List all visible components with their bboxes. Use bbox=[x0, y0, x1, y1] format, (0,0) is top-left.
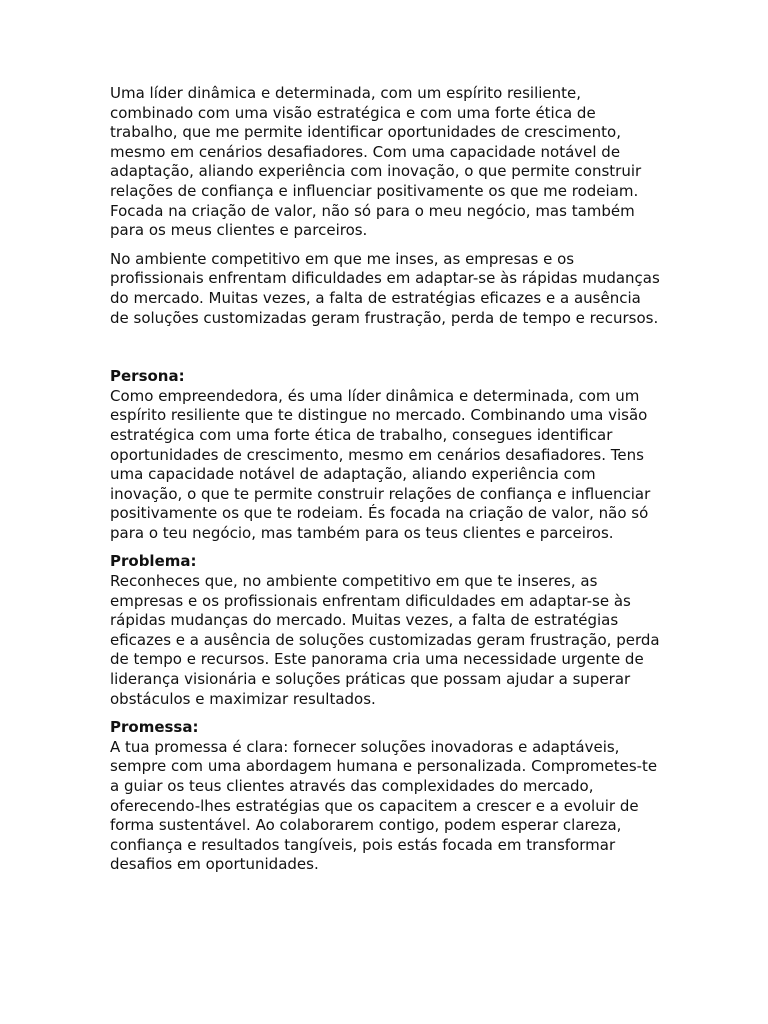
problema-body: Reconheces que, no ambiente competitivo em que te inseres, as empresas e os profissionais enfrentam dificuldades em adaptar-se às rápidas mudanças do mercado. Muitas vezes, a falta de estratégias eficazes e a ausência de soluções customizadas geram frustração, perda de tempo e recursos. Este panorama cria uma necessidade urgente de liderança visionária e soluções práticas que possam ajudar a superar obstáculos e maximizar resultados. bbox=[110, 572, 660, 708]
spacer bbox=[110, 337, 662, 367]
promessa-body: A tua promessa é clara: fornecer soluções inovadoras e adaptáveis, sempre com uma abordagem humana e personalizada. Comprometes-te a guiar os teus clientes através das complexidades do mercado, oferecendo-lhes estratégias que os capacitem a crescer e a evoluir de forma sustentável. Ao colaborarem contigo, podem esperar clareza, confiança e resultados tangíveis, pois estás focada em transformar desafios em oportunidades. bbox=[110, 737, 658, 874]
promessa-section bbox=[110, 718, 662, 875]
promessa-heading: Promessa: bbox=[110, 718, 199, 737]
persona-section bbox=[110, 367, 662, 543]
problema-heading: Problema: bbox=[110, 552, 197, 571]
persona-heading: Persona: bbox=[110, 367, 185, 386]
problema-section bbox=[110, 552, 662, 709]
intro-paragraph-1: Uma líder dinâmica e determinada, com um espírito resiliente, combinado com uma visão estratégica e com uma forte ética de trabalho, que me permite identificar oportunidades de crescimento, mesmo em cenários desafiadores. Com uma capacidade notável de adaptação, aliando experiência com inovação, o que permite construir relações de confiança e influenciar positivamente os que me rodeiam. Focada na criação de valor, não só para o meu negócio, mas também para os meus clientes e parceiros. bbox=[110, 84, 642, 240]
intro-paragraph-2: No ambiente competitivo em que me inses, as empresas e os profissionais enfrentam dificuldades em adaptar-se às rápidas mudanças do mercado. Muitas vezes, a falta de estratégias eficazes e a ausência de soluções customizadas geram frustração, perda de tempo e recursos. bbox=[110, 249, 660, 327]
persona-body: Como empreendedora, és uma líder dinâmica e determinada, com um espírito resiliente que te distingue no mercado. Combinando uma visão estratégica com uma forte ética de trabalho, consegues identificar oportunidades de crescimento, mesmo em cenários desafiadores. Tens uma capacidade notável de adaptação, aliando experiência com inovação, o que te permite construir relações de confiança e influenciar positivamente os que te rodeiam. És focada na criação de valor, não só para o teu negócio, mas também para os teus clientes e parceiros. bbox=[110, 386, 651, 542]
document-page bbox=[110, 84, 662, 884]
